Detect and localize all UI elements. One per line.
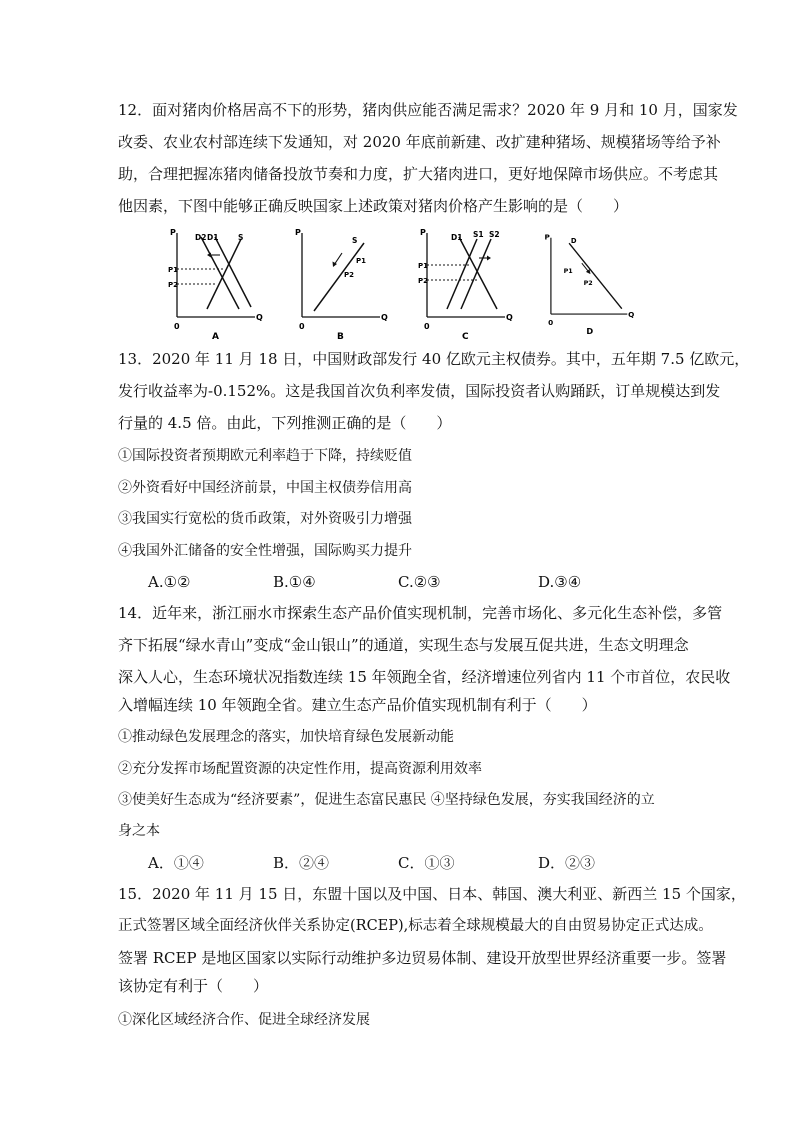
question-text-line: 15．2020 年 11 月 15 日，东盟十国以及中国、日本、韩国、澳大利亚、新西兰 15 个国家， — [118, 885, 746, 903]
question-text-line: 入增幅连续 10 年领跑全省。建立生态产品价值实现机制有利于（ ） — [118, 696, 597, 714]
axis-label-p: P — [420, 228, 426, 237]
price-label-p2: P2 — [344, 271, 355, 279]
question-text-line: 发行收益率为-0.152%。这是我国首次负利率发债，国际投资者认购踊跃，订单规模达到发 — [118, 382, 721, 400]
price-label-p1: P1 — [356, 257, 367, 265]
axis-label-q: Q — [256, 313, 263, 322]
graph-caption: D — [586, 326, 594, 337]
axis-label-q: Q — [506, 313, 513, 322]
graph-c — [415, 225, 515, 345]
origin-label: 0 — [174, 322, 180, 331]
choice-d[interactable]: D.③④ — [538, 573, 582, 591]
choice-a[interactable]: A．①④ — [148, 854, 204, 872]
curve-label-s1: S1 — [473, 230, 484, 239]
answer-choices — [148, 853, 708, 873]
question-text-line: 正式签署区域全面经济伙伴关系协定(RCEP),标志着全球规模最大的自由贸易协定正式达成。 — [118, 918, 713, 934]
option-statement: ②外资看好中国经济前景，中国主权债券信用高 — [118, 480, 412, 496]
curve-label-d2: D2 — [195, 233, 207, 242]
price-label-p1: P1 — [168, 266, 179, 274]
origin-label: 0 — [424, 322, 430, 331]
origin-label: 0 — [548, 318, 554, 327]
origin-label: 0 — [299, 322, 305, 331]
price-label-p2: P2 — [583, 280, 593, 287]
question-text-line: 齐下拓展“绿水青山”变成“金山银山”的通道，实现生态与发展互促共进，生态文明理念 — [118, 636, 689, 654]
axis-label-q: Q — [628, 309, 635, 319]
choice-b[interactable]: B.①④ — [273, 573, 316, 591]
choice-c[interactable]: C.②③ — [398, 573, 441, 591]
axis-label-p: P — [170, 228, 176, 237]
curve-label-d: D — [570, 237, 577, 246]
price-label-p1: P1 — [418, 262, 429, 270]
graph-a — [165, 225, 265, 345]
question-text-line: 该协定有利于（ ） — [118, 977, 269, 995]
option-statement: ③我国实行宽松的货币政策，对外资吸引力增强 — [118, 511, 412, 527]
option-statement: ①推动绿色发展理念的落实，加快培育绿色发展新动能 — [118, 729, 454, 745]
question-text-line: 13．2020 年 11 月 18 日，中国财政部发行 40 亿欧元主权债券。其中，五年期 7.5 亿欧元， — [118, 350, 750, 368]
price-label-p2: P2 — [418, 277, 429, 285]
option-statement: ④我国外汇储备的安全性增强，国际购买力提升 — [118, 543, 412, 559]
option-statement: ③使美好生态成为“经济要素”，促进生态富民惠民 ④坚持绿色发展，夯实我国经济的立 — [118, 792, 655, 808]
graph-caption: A — [212, 332, 219, 342]
option-statement: ①国际投资者预期欧元利率趋于下降，持续贬值 — [118, 448, 412, 464]
choice-d[interactable]: D．②③ — [538, 854, 596, 872]
question-text-line: 助，合理把握冻猪肉储备投放节奏和力度，扩大猪肉进口，更好地保障市场供应。不考虑其 — [118, 165, 719, 183]
curve-label-s: S — [352, 236, 358, 245]
axis-label-p: P — [544, 232, 550, 242]
choice-c[interactable]: C．①③ — [398, 854, 455, 872]
price-label-p2: P2 — [168, 281, 179, 289]
curve-label-d1: D1 — [451, 233, 463, 242]
option-statement: ①深化区域经济合作、促进全球经济发展 — [118, 1012, 370, 1028]
question-text-line: 改委、农业农村部连续下发通知，对 2020 年底前新建、改扩建种猪场、规模猪场等给予补 — [118, 133, 721, 151]
graph-d — [540, 225, 640, 345]
curve-label-s2: S2 — [489, 230, 500, 239]
supply-demand-graphs — [165, 225, 655, 345]
option-statement: 身之本 — [118, 823, 160, 839]
curve-label-s: S — [238, 233, 244, 242]
graph-caption: B — [337, 332, 344, 342]
question-text-line: 14．近年来，浙江丽水市探索生态产品价值实现机制，完善市场化、多元化生态补偿，多管 — [118, 604, 723, 622]
curve-label-d1: D1 — [207, 233, 219, 242]
answer-choices — [148, 572, 708, 592]
axis-label-q: Q — [381, 313, 388, 322]
axis-label-p: P — [295, 228, 301, 237]
question-text-line: 签署 RCEP 是地区国家以实际行动维护多边贸易体制、建设开放型世界经济重要一步。签署 — [118, 949, 727, 967]
graph-caption: C — [462, 332, 469, 342]
question-text-line: 他因素，下图中能够正确反映国家上述政策对猪肉价格产生影响的是（ ） — [118, 197, 629, 215]
question-text-line: 行量的 4.5 倍。由此，下列推测正确的是（ ） — [118, 414, 452, 432]
question-text-line: 深入人心，生态环境状况指数连续 15 年领跑全省，经济增速位列省内 11 个市首位，农民收 — [118, 668, 731, 686]
question-text-line: 12．面对猪肉价格居高不下的形势，猪肉供应能否满足需求？2020 年 9 月和 10 月，国家发 — [118, 101, 738, 119]
graph-b — [290, 225, 390, 345]
choice-a[interactable]: A.①② — [148, 573, 191, 591]
choice-b[interactable]: B．②④ — [273, 854, 330, 872]
price-label-p1: P1 — [563, 268, 573, 276]
option-statement: ②充分发挥市场配置资源的决定性作用，提高资源利用效率 — [118, 761, 482, 777]
